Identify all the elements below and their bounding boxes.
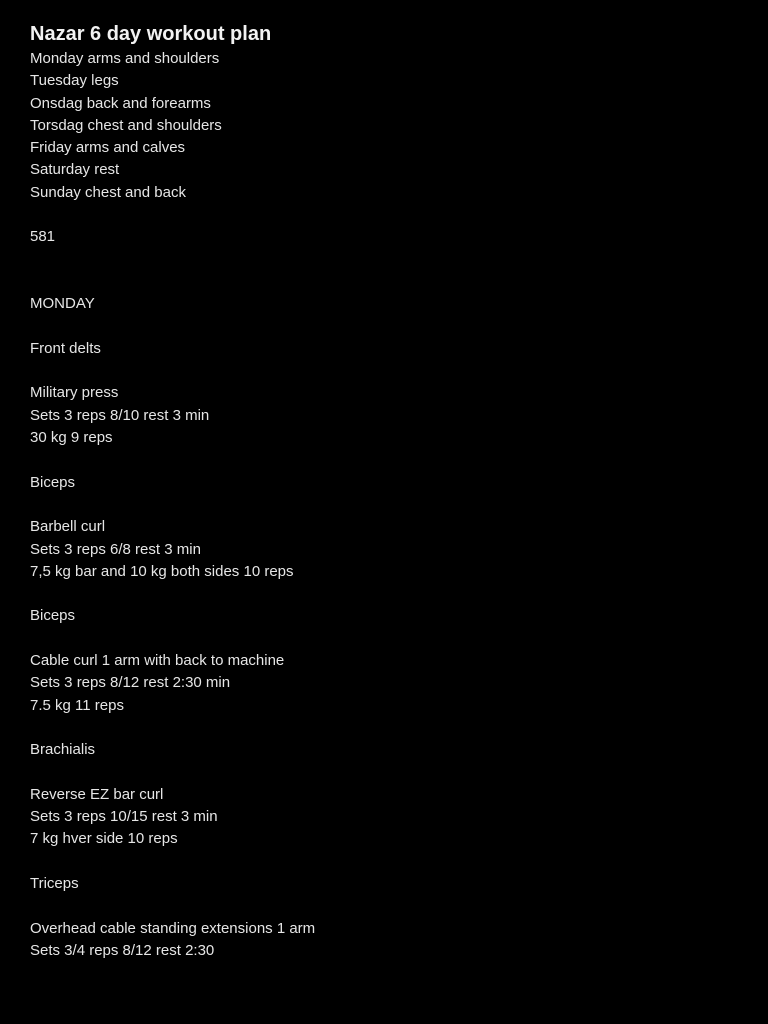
note-line[interactable]: Reverse EZ bar curl [30, 785, 164, 803]
note-line[interactable]: 7,5 kg bar and 10 kg both sides 10 reps [30, 562, 294, 580]
note-line[interactable]: Brachialis [30, 741, 96, 759]
blank-line[interactable] [30, 360, 750, 382]
note-line[interactable]: Biceps [30, 473, 76, 491]
note-line[interactable]: 7.5 kg 11 reps [30, 696, 124, 714]
note-line[interactable]: Sunday chest and back [30, 183, 186, 201]
note-title[interactable]: Nazar 6 day workout plan [30, 23, 272, 45]
note-line[interactable]: MONDAY [30, 295, 95, 313]
blank-line[interactable] [30, 628, 750, 650]
note-line[interactable]: Front delts [30, 339, 101, 357]
note-line[interactable]: 30 kg 9 reps [30, 429, 113, 447]
note-line[interactable]: Overhead cable standing extensions 1 arm [30, 919, 316, 937]
note-body[interactable] [30, 48, 750, 962]
blank-line[interactable] [30, 583, 750, 605]
blank-line[interactable] [30, 271, 750, 293]
note-line[interactable]: Cable curl 1 arm with back to machine [30, 652, 285, 670]
note-line[interactable]: Sets 3/4 reps 8/12 rest 2:30 [30, 941, 215, 959]
blank-line[interactable] [30, 316, 750, 338]
note-line[interactable]: 581 [30, 228, 56, 246]
note-line[interactable]: Triceps [30, 874, 79, 892]
blank-line[interactable] [30, 204, 750, 226]
blank-line[interactable] [30, 494, 750, 516]
blank-line[interactable] [30, 762, 750, 784]
note-line[interactable]: Friday arms and calves [30, 139, 186, 157]
blank-line[interactable] [30, 851, 750, 873]
note-content[interactable] [30, 20, 750, 962]
note-line[interactable]: Sets 3 reps 8/12 rest 2:30 min [30, 674, 231, 692]
note-line[interactable]: Torsdag chest and shoulders [30, 116, 222, 134]
note-line[interactable]: Biceps [30, 607, 76, 625]
note-line[interactable]: Monday arms and shoulders [30, 50, 220, 67]
note-line[interactable]: Tuesday legs [30, 72, 119, 90]
blank-line[interactable] [30, 449, 750, 471]
note-line[interactable]: Barbell curl [30, 518, 106, 536]
note-line[interactable]: Sets 3 reps 10/15 rest 3 min [30, 808, 218, 826]
note-line[interactable]: Sets 3 reps 6/8 rest 3 min [30, 540, 201, 558]
blank-line[interactable] [30, 249, 750, 271]
blank-line[interactable] [30, 717, 750, 739]
note-line[interactable]: 7 kg hver side 10 reps [30, 830, 178, 848]
note-line[interactable]: Sets 3 reps 8/10 rest 3 min [30, 406, 210, 424]
note-line[interactable]: Military press [30, 384, 119, 402]
note-line[interactable]: Onsdag back and forearms [30, 94, 211, 112]
blank-line[interactable] [30, 895, 750, 917]
note-line[interactable]: Saturday rest [30, 161, 120, 179]
